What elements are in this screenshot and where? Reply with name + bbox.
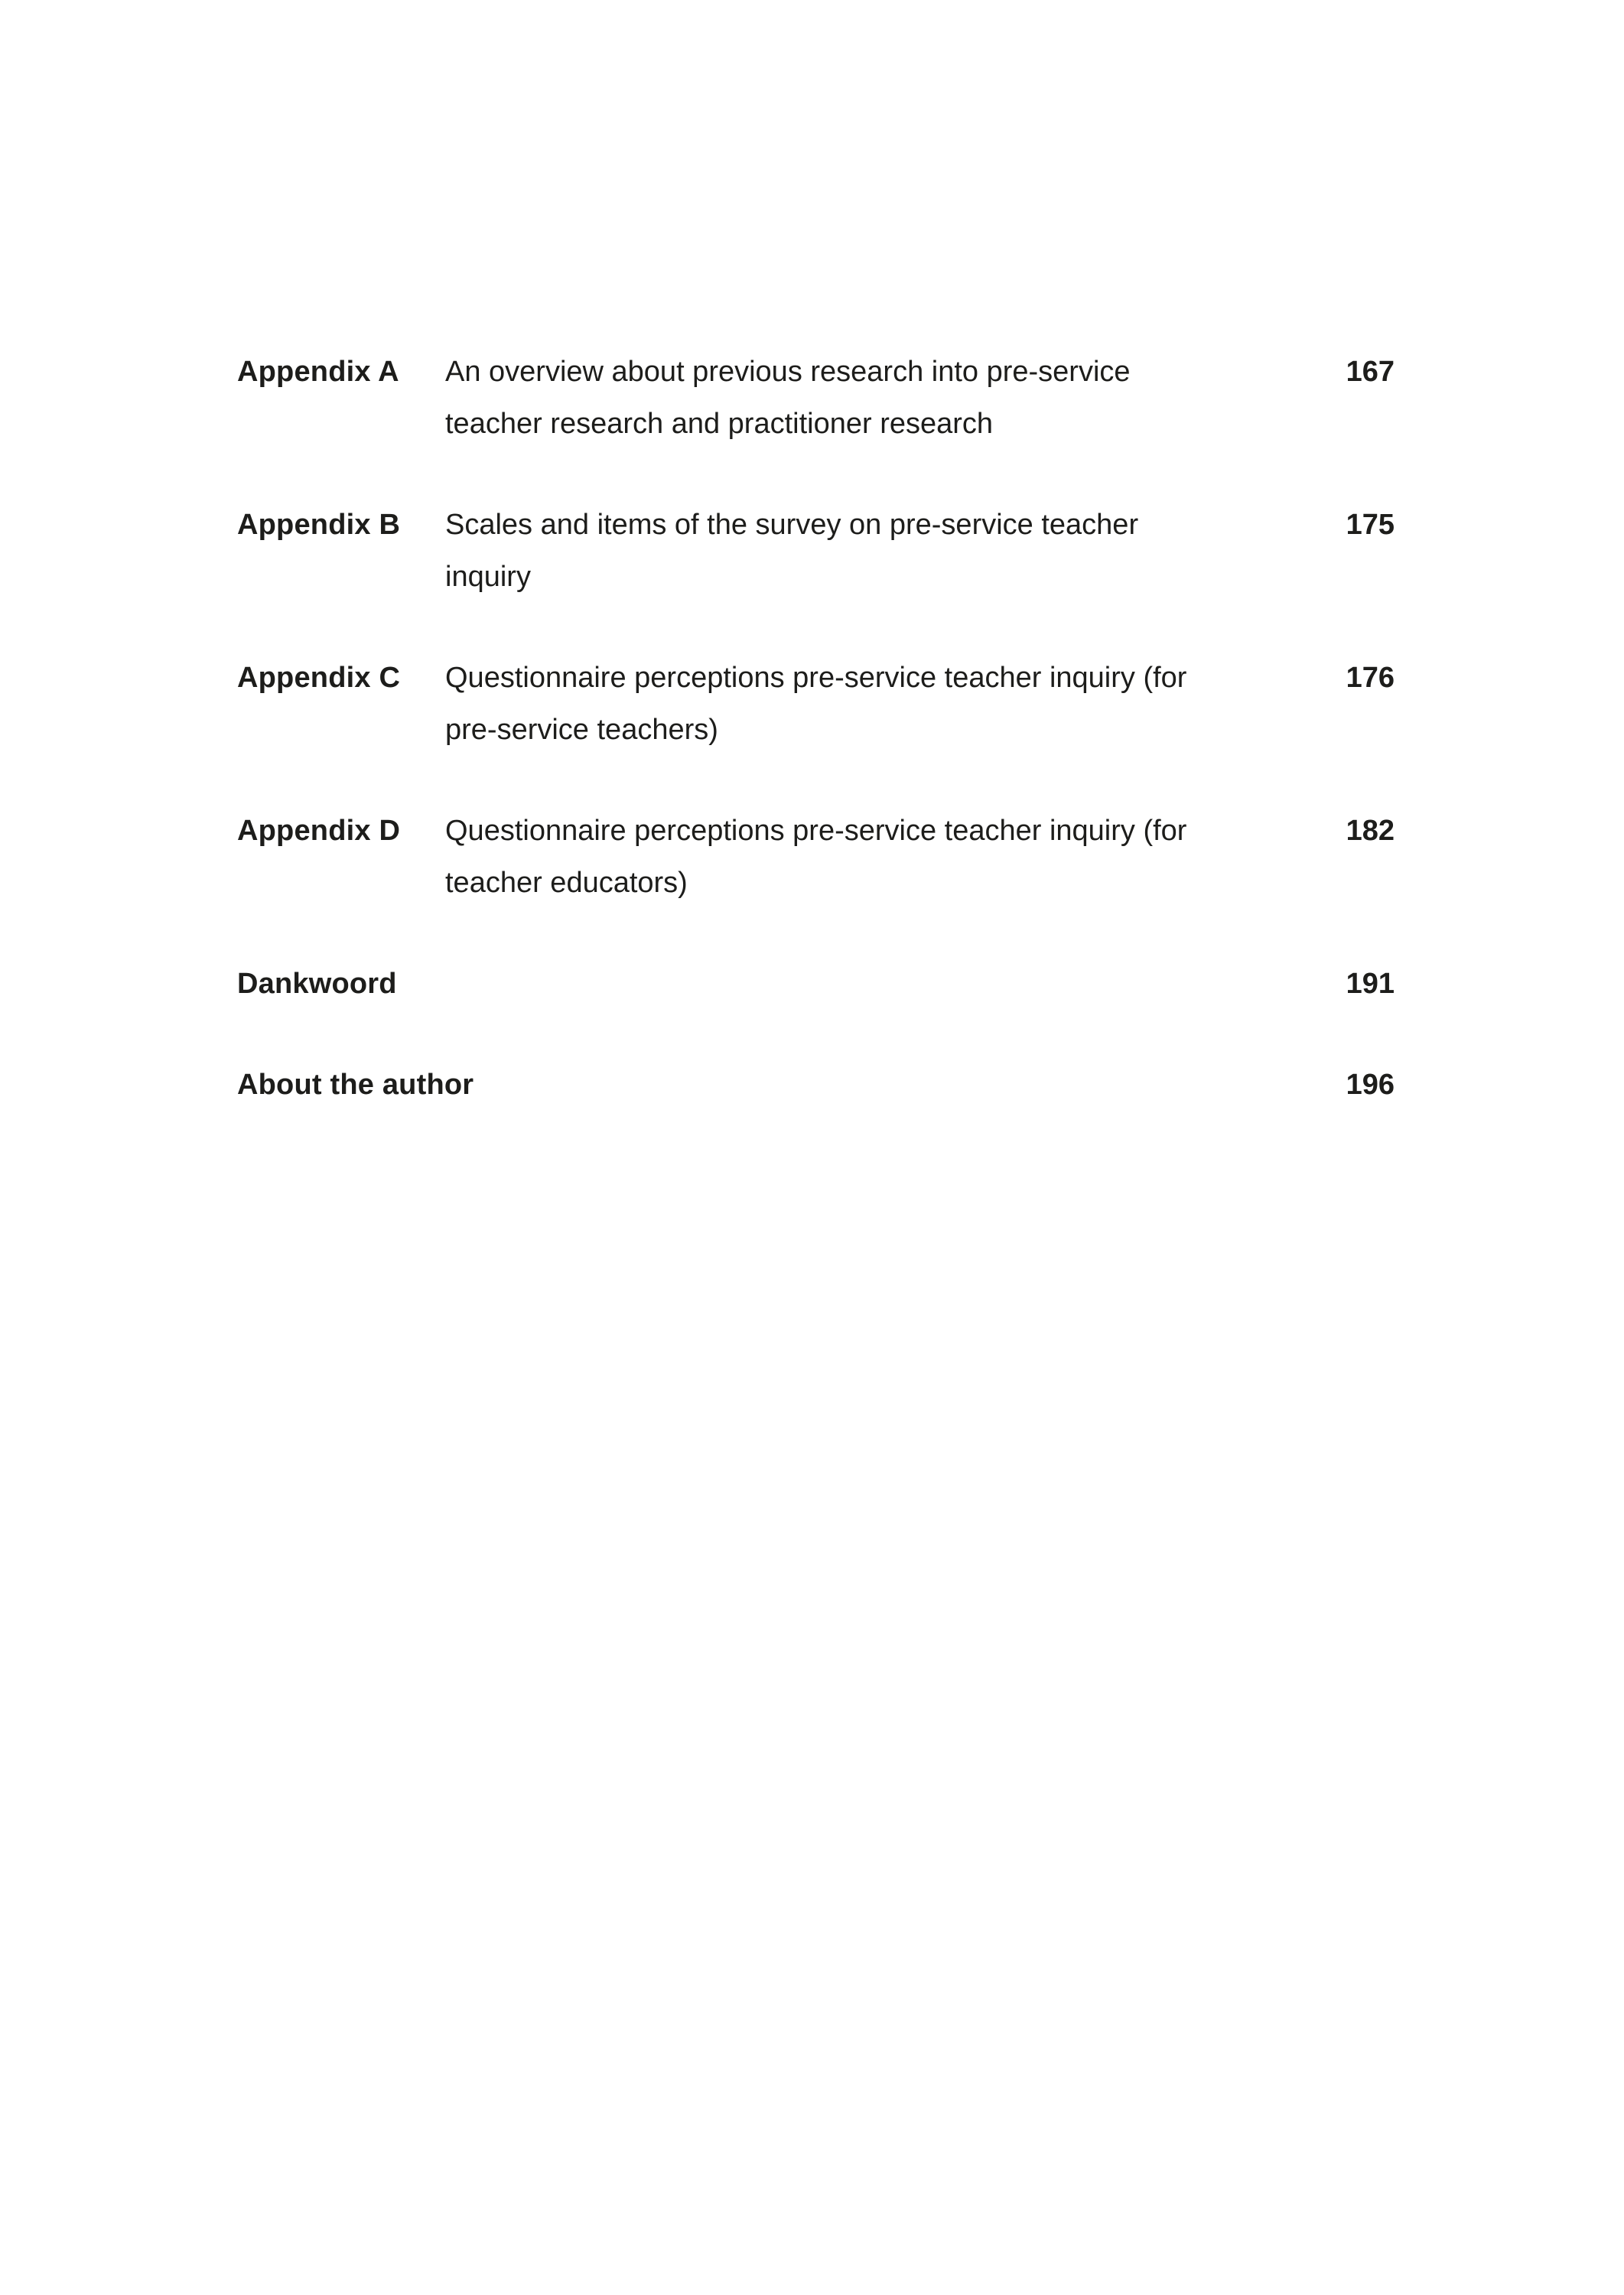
entry-title: An overview about previous research into pre-service teacher research and practitioner research xyxy=(445,356,1131,440)
entry-title: Questionnaire perceptions pre-service teacher inquiry (for teacher educators) xyxy=(445,815,1187,899)
section-page-number: 196 xyxy=(1346,1069,1395,1101)
toc-section xyxy=(237,958,1395,1010)
toc-entry xyxy=(237,499,1395,603)
toc-section xyxy=(237,1059,1395,1111)
entry-page-number: 175 xyxy=(1346,509,1395,541)
entry-label: Appendix B xyxy=(237,509,401,541)
entry-label: Appendix D xyxy=(237,815,401,847)
entry-label: Appendix A xyxy=(237,356,399,388)
section-label: About the author xyxy=(237,1069,474,1101)
entry-page-number: 176 xyxy=(1346,662,1395,694)
toc-entry xyxy=(237,346,1395,450)
entry-title: Questionnaire perceptions pre-service teacher inquiry (for pre-service teachers) xyxy=(445,662,1187,746)
entry-page-number: 167 xyxy=(1346,356,1395,388)
toc-entry xyxy=(237,805,1395,909)
entry-title: Scales and items of the survey on pre-service teacher inquiry xyxy=(445,509,1139,593)
table-of-contents xyxy=(237,346,1395,1111)
section-page-number: 191 xyxy=(1346,968,1395,1000)
section-label: Dankwoord xyxy=(237,968,397,1000)
toc-entry xyxy=(237,652,1395,756)
entry-page-number: 182 xyxy=(1346,815,1395,847)
entry-label: Appendix C xyxy=(237,662,401,694)
